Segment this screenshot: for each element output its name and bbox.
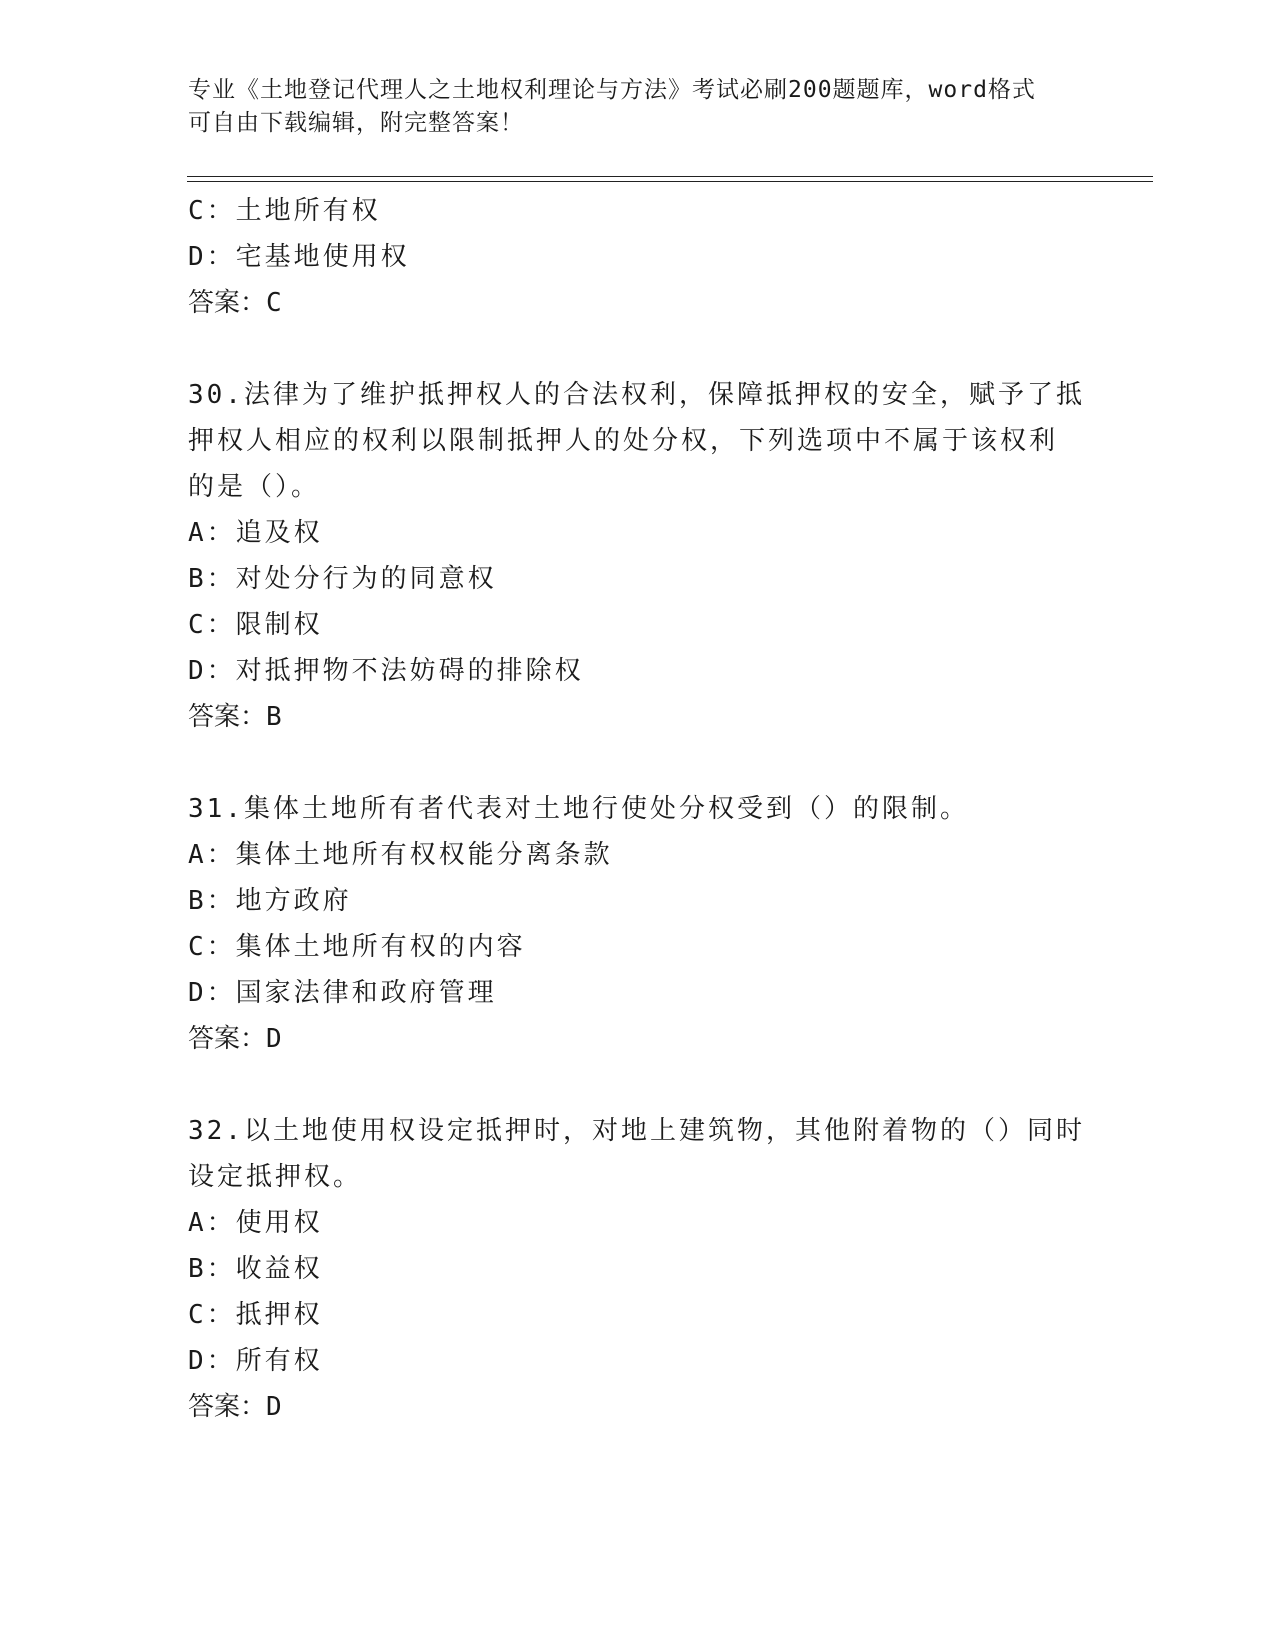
header-rule-top [187,176,1153,177]
answer-value: D [266,1392,282,1422]
spacer [188,740,1088,786]
option-b: B：收益权 [188,1254,323,1284]
option-c: C：限制权 [188,610,323,640]
answer-line [188,1016,1088,1062]
question-stem-line: 的是（）。 [188,472,321,502]
question-content [188,188,1088,1430]
answer-label: 答案： [188,1024,267,1054]
option-d: D：国家法律和政府管理 [188,978,497,1008]
answer-label: 答案： [188,288,267,318]
option-a: A：追及权 [188,518,323,548]
option-d: D：所有权 [188,1346,323,1376]
question-32 [188,1108,1088,1430]
option-b: B：对处分行为的同意权 [188,564,497,594]
option-a: A：使用权 [188,1208,323,1238]
question-stem-line: 押权人相应的权利以限制抵押人的处分权，下列选项中不属于该权利 [188,426,1059,456]
option-d: D：宅基地使用权 [188,242,410,272]
question-stem-line: 31.集体土地所有者代表对土地行使处分权受到（）的限制。 [188,794,969,824]
question-30 [188,372,1088,740]
answer-value: B [266,702,282,732]
answer-value: D [266,1024,282,1054]
answer-label: 答案： [188,1392,267,1422]
option-c: C：抵押权 [188,1300,323,1330]
option-c: C：土地所有权 [188,196,381,226]
answer-value: C [266,288,282,318]
option-a: A：集体土地所有权权能分离条款 [188,840,613,870]
spacer [188,326,1088,372]
header-line-1: 专业《土地登记代理人之土地权利理论与方法》考试必刷200题题库，word格式 [188,77,1036,103]
spacer [188,1062,1088,1108]
option-b: B：地方政府 [188,886,352,916]
option-c: C：集体土地所有权的内容 [188,932,526,962]
question-stem-line: 32.以土地使用权设定抵押时，对地上建筑物，其他附着物的（）同时 [188,1116,1085,1146]
header-note [188,74,1088,140]
option-d: D：对抵押物不法妨碍的排除权 [188,656,584,686]
answer-line [188,694,1088,740]
header-rule-bottom [187,181,1153,182]
answer-label: 答案： [188,702,267,732]
answer-line [188,280,1088,326]
answer-line [188,1384,1088,1430]
question-stem-line: 30.法律为了维护抵押权人的合法权利，保障抵押权的安全，赋予了抵 [188,380,1085,410]
question-31 [188,786,1088,1062]
question-stem-line: 设定抵押权。 [188,1162,363,1192]
header-line-2: 可自由下载编辑，附完整答案！ [188,110,524,136]
